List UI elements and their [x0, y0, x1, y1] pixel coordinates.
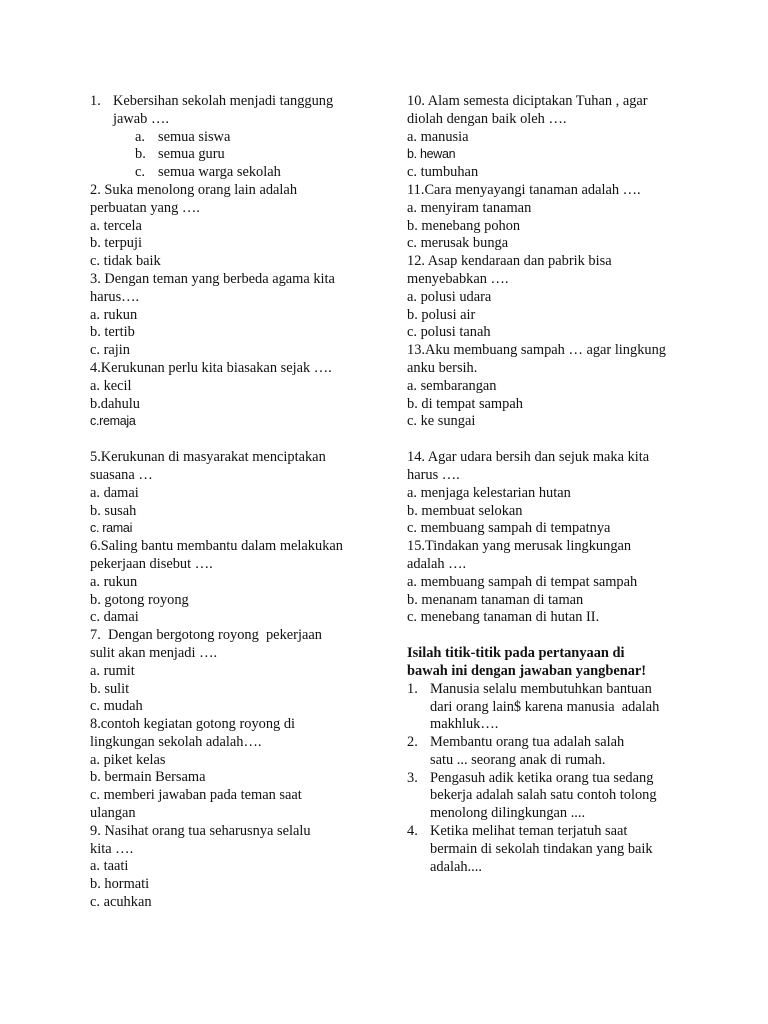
question-text: 3. Dengan teman yang berbeda agama kita [90, 270, 335, 287]
option-b: b. membuat selokan [407, 502, 523, 519]
option-letter: a. [135, 128, 145, 145]
question-text: perbuatan yang …. [90, 199, 200, 216]
option-b: b. susah [90, 502, 137, 519]
essay-text: Manusia selalu membutuhkan bantuan [430, 680, 652, 697]
option-a: a. polusi udara [407, 288, 492, 305]
question-text: harus …. [407, 466, 460, 483]
question-13 [407, 342, 697, 431]
option-c: c. memberi jawaban pada teman saat [90, 787, 302, 804]
option-a: a. tercela [90, 217, 142, 234]
question-text: jawab …. [113, 110, 169, 127]
option-a: a. membuang sampah di tempat sampah [407, 573, 638, 590]
question-text: diolah dengan baik oleh …. [407, 110, 567, 127]
question-8 [90, 716, 380, 823]
option-b: b. di tempat sampah [407, 395, 523, 412]
essay-text: Membantu orang tua adalah salah [430, 734, 625, 751]
option-c: c. ke sungai [407, 413, 476, 430]
essay-number: 2. [407, 734, 418, 751]
essay-number: 3. [407, 769, 418, 786]
essay-question-3 [407, 770, 697, 823]
question-text: 9. Nasihat orang tua seharusnya selalu [90, 822, 311, 839]
option-c: c. tidak baik [90, 253, 161, 270]
essay-text: Ketika melihat teman terjatuh saat [430, 823, 628, 840]
option-c: c. menebang tanaman di hutan II. [407, 609, 600, 626]
essay-number: 1. [407, 680, 418, 697]
question-text: 10. Alam semesta diciptakan Tuhan , agar [407, 93, 648, 109]
option-b: b. hewan [407, 147, 456, 162]
question-12 [407, 253, 697, 342]
question-text: 6.Saling bantu membantu dalam melakukan [90, 538, 343, 555]
option-b: b. gotong royong [90, 591, 189, 608]
option-b: b.dahulu [90, 395, 140, 412]
left-column [90, 93, 380, 912]
essay-number: 4. [407, 823, 418, 840]
question-text: sulit akan menjadi …. [90, 644, 218, 661]
option-b: b. polusi air [407, 306, 476, 323]
question-text: 12. Asap kendaraan dan pabrik bisa [407, 253, 612, 270]
question-4 [90, 360, 380, 431]
question-5 [90, 449, 380, 538]
option-a: a. menyiram tanaman [407, 199, 532, 216]
option-a: a. damai [90, 484, 139, 501]
option-a: a. manusia [407, 128, 469, 145]
essay-heading-line: bawah ini dengan jawaban yangbenar! [407, 662, 647, 679]
essay-text: menolong dilingkungan .... [430, 805, 586, 822]
essay-text: Pengasuh adik ketika orang tua sedang [430, 769, 654, 786]
question-7 [90, 627, 380, 716]
essay-text: adalah.... [430, 858, 482, 875]
question-text: 14. Agar udara bersih dan sejuk maka kita [407, 449, 650, 466]
option-a [90, 129, 380, 147]
option-b: b. tertib [90, 324, 135, 341]
question-text: menyebabkan …. [407, 270, 509, 287]
option-b: b. terpuji [90, 235, 142, 252]
question-text: 15.Tindakan yang merusak lingkungan [407, 538, 632, 555]
option-a: a. rukun [90, 306, 138, 323]
question-text: adalah …. [407, 555, 467, 572]
question-text: harus…. [90, 288, 140, 305]
option-c-continued: ulangan [90, 805, 136, 822]
option-c: c. acuhkan [90, 894, 152, 911]
option-c: c. merusak bunga [407, 235, 509, 252]
option-b: b. bermain Bersama [90, 769, 206, 786]
essay-text: bermain di sekolah tindakan yang baik [430, 840, 653, 857]
option-b: b. menebang pohon [407, 217, 521, 234]
essay-heading-line: Isilah titik-titik pada pertanyaan di [407, 645, 625, 662]
question-1 [90, 93, 380, 129]
essay-text: bekerja adalah salah satu contoh tolong [430, 787, 657, 804]
option-c: c. ramai [90, 521, 133, 536]
essay-heading [407, 645, 697, 681]
question-text: anku bersih. [407, 359, 478, 376]
option-c: c. damai [90, 609, 139, 626]
option-letter: c. [135, 164, 145, 181]
question-text: 4.Kerukunan perlu kita biasakan sejak …. [90, 359, 332, 376]
option-b [90, 146, 380, 164]
option-c: c. rajin [90, 342, 130, 359]
question-text: 7. Dengan bergotong royong pekerjaan [90, 627, 322, 644]
option-c: c. mudah [90, 698, 143, 715]
option-a: a. taati [90, 858, 129, 875]
option-c: c. membuang sampah di tempatnya [407, 520, 611, 537]
option-c: c. polusi tanah [407, 324, 491, 341]
spacer [407, 627, 697, 645]
question-text: 11.Cara menyayangi tanaman adalah …. [407, 181, 641, 198]
question-text: 13.Aku membuang sampah … agar lingkung [407, 342, 666, 359]
spacer [90, 431, 380, 449]
question-text: 5.Kerukunan di masyarakat menciptakan [90, 449, 326, 466]
option-a: a. rumit [90, 662, 135, 679]
question-14 [407, 449, 697, 538]
question-text: kita …. [90, 840, 134, 857]
option-c: c. tumbuhan [407, 164, 479, 181]
right-column [407, 93, 697, 876]
option-a: a. menjaga kelestarian hutan [407, 484, 571, 501]
option-a: a. kecil [90, 377, 132, 394]
option-b: b. menanam tanaman di taman [407, 591, 584, 608]
essay-question-1 [407, 681, 697, 734]
question-text: Kebersihan sekolah menjadi tanggung [113, 93, 334, 109]
option-b: b. hormati [90, 876, 150, 893]
question-text: lingkungan sekolah adalah…. [90, 733, 262, 750]
option-a: a. piket kelas [90, 751, 166, 768]
option-b: b. sulit [90, 680, 130, 697]
question-6 [90, 538, 380, 627]
essay-question-4 [407, 823, 697, 876]
question-10 [407, 93, 697, 182]
question-9 [90, 823, 380, 912]
question-text: 8.contoh kegiatan gotong royong di [90, 716, 296, 733]
spacer [407, 431, 697, 449]
option-text: semua warga sekolah [158, 164, 281, 181]
option-c: c.remaja [90, 414, 136, 429]
essay-text: dari orang lain$ karena manusia adalah [430, 698, 660, 715]
option-text: semua guru [158, 146, 225, 163]
question-text: suasana … [90, 466, 153, 483]
option-letter: b. [135, 146, 146, 163]
question-2 [90, 182, 380, 271]
question-15 [407, 538, 697, 627]
question-text: 2. Suka menolong orang lain adalah [90, 181, 298, 198]
option-a: a. sembarangan [407, 377, 497, 394]
option-a: a. rukun [90, 573, 138, 590]
essay-text: satu ... seorang anak di rumah. [430, 751, 606, 768]
option-text: semua siswa [158, 128, 231, 145]
essay-question-2 [407, 734, 697, 770]
question-3 [90, 271, 380, 360]
question-text: pekerjaan disebut …. [90, 555, 213, 572]
essay-text: makhluk…. [430, 716, 499, 733]
question-number: 1. [90, 93, 101, 109]
question-11 [407, 182, 697, 253]
option-c [90, 164, 380, 182]
